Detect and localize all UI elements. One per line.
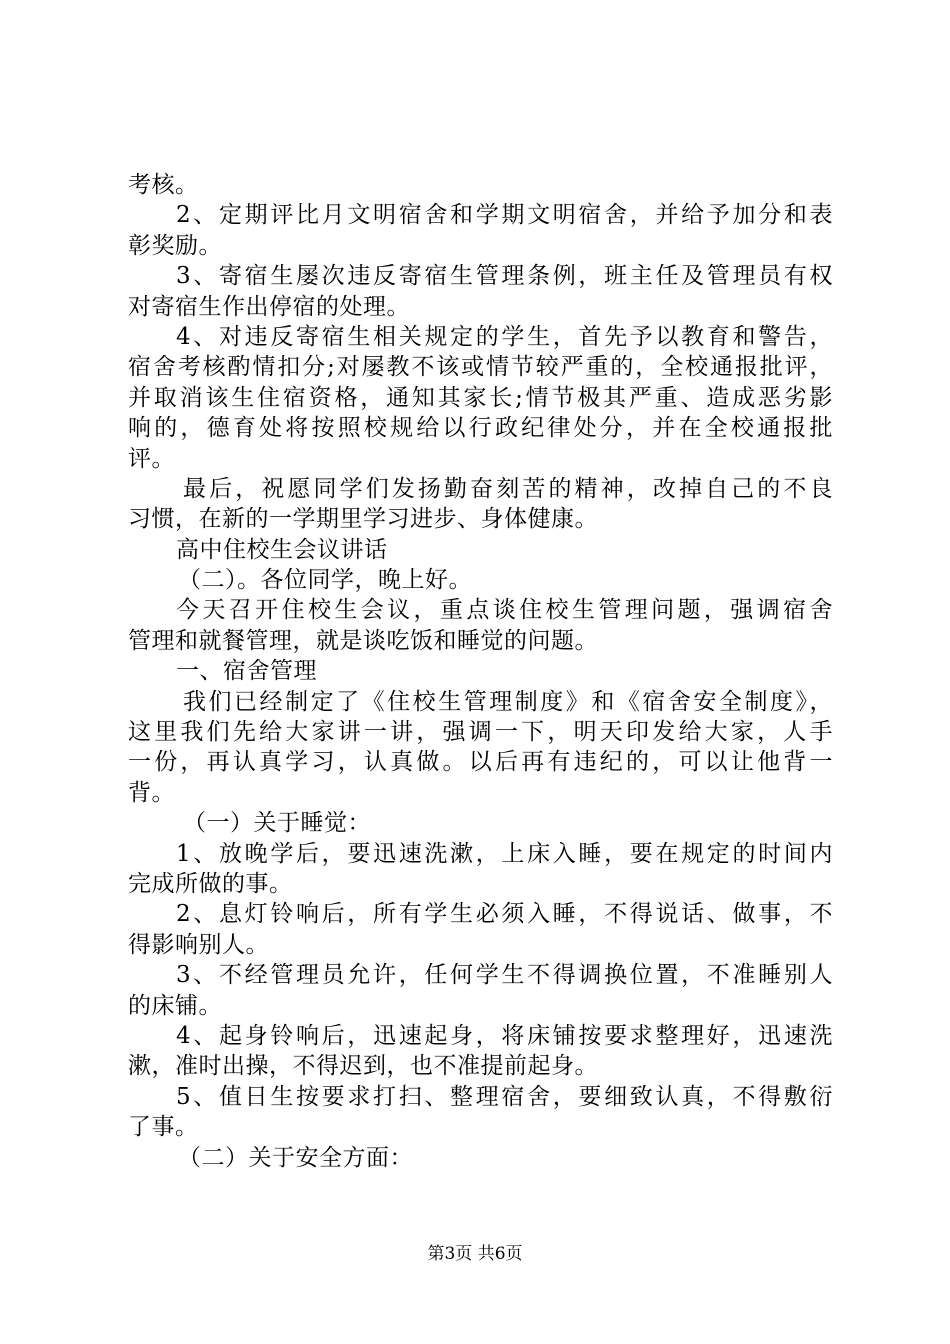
subsection-heading: （一）关于睡觉： (183, 810, 371, 837)
text-line: 得影响别人。 (128, 931, 269, 958)
text-line: 并取消该生住宿资格，通知其家长;情节极其严重、造成恶劣影 (128, 384, 833, 411)
text-line: 的床铺。 (128, 992, 222, 1019)
text-line: 背。 (128, 779, 175, 806)
text-line: 1、放晚学后，要迅速洗漱，上床入睡，要在规定的时间内 (176, 840, 833, 867)
page-number-footer: 第3页 共6页 (427, 1244, 523, 1264)
text-line: 3、寄宿生屡次违反寄宿生管理条例，班主任及管理员有权 (176, 263, 833, 290)
text-line: 对寄宿生作出停宿的处理。 (128, 293, 410, 320)
text-line: 5、值日生按要求打扫、整理宿舍，要细致认真，不得敷衍 (176, 1083, 833, 1110)
text-line: 完成所做的事。 (128, 870, 293, 897)
text-line: 管理和就餐管理，就是谈吃饭和睡觉的问题。 (128, 627, 598, 654)
text-line: 响的，德育处将按照校规给以行政纪律处分，并在全校通报批 (128, 415, 833, 442)
text-line: 这里我们先给大家讲一讲，强调一下，明天印发给大家，人手 (128, 719, 833, 746)
text-line: 2、息灯铃响后，所有学生必须入睡，不得说话、做事，不 (176, 901, 833, 928)
document-body (128, 170, 833, 1173)
text-line: 2、定期评比月文明宿舍和学期文明宿舍，并给予加分和表 (176, 202, 833, 229)
text-line: 考核。 (128, 172, 199, 198)
text-line: 4、起身铃响后，迅速起身，将床铺按要求整理好，迅速洗 (176, 1022, 833, 1049)
text-line: 最后，祝愿同学们发扬勤奋刻苦的精神，改掉自己的不良 (183, 475, 833, 502)
text-line: 3、不经管理员允许，任何学生不得调换位置，不准睡别人 (176, 962, 833, 989)
text-line: 漱，准时出操，不得迟到，也不准提前起身。 (128, 1053, 598, 1080)
text-line: 今天召开住校生会议，重点谈住校生管理问题，强调宿舍 (176, 597, 833, 624)
section-heading: 高中住校生会议讲话 (176, 536, 388, 563)
text-line: 我们已经制定了《住校生管理制度》和《宿舍安全制度》， (183, 688, 833, 715)
text-line: 4、对违反寄宿生相关规定的学生，首先予以教育和警告， (176, 323, 833, 350)
text-line: 习惯，在新的一学期里学习进步、身体健康。 (128, 506, 598, 533)
subsection-heading: （二）关于安全方面： (178, 1144, 413, 1171)
text-line: 宿舍考核酌情扣分;对屡教不该或情节较严重的，全校通报批评， (128, 354, 833, 381)
text-line: 彰奖励。 (128, 232, 222, 259)
text-line: 了事。 (128, 1114, 199, 1141)
text-line: （二）。各位同学，晚上好。 (178, 567, 472, 594)
text-line: 评。 (128, 445, 175, 472)
text-line: 一份，再认真学习，认真做。以后再有违纪的，可以让他背一 (128, 749, 833, 776)
section-heading: 一、宿舍管理 (176, 658, 317, 685)
